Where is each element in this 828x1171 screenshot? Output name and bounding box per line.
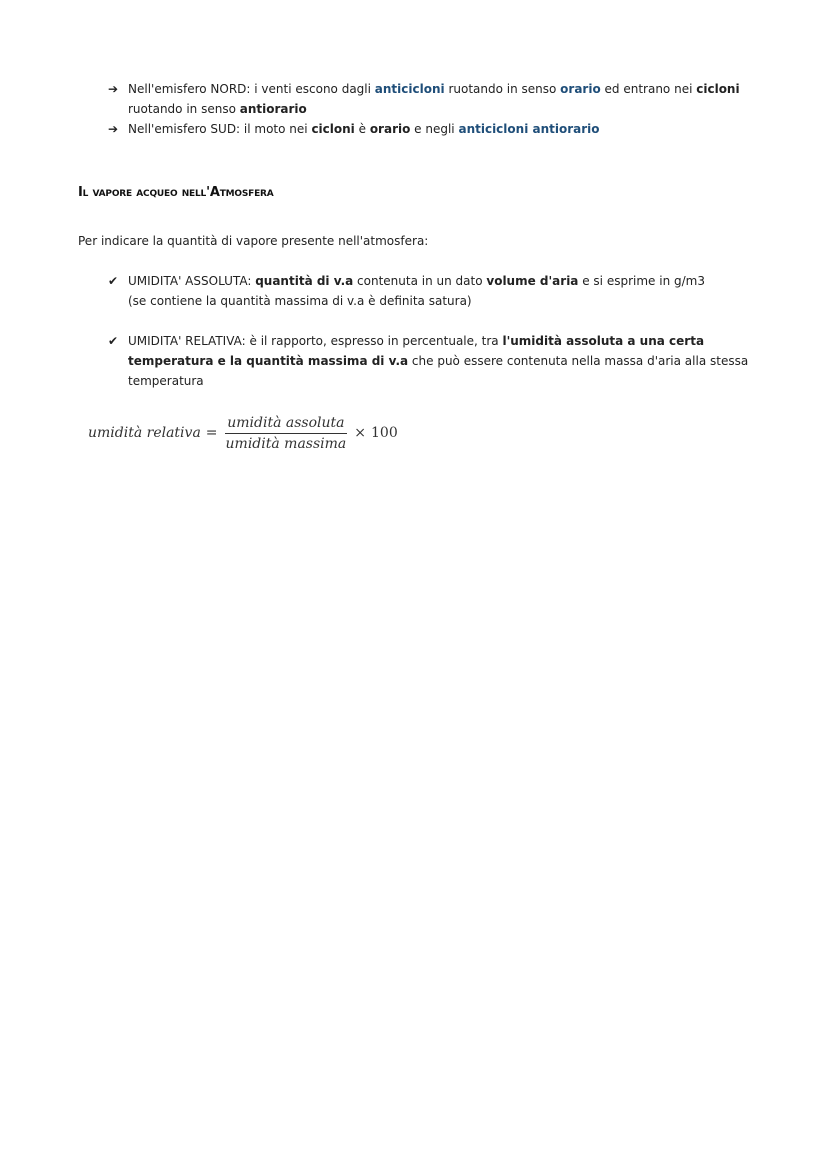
wind-rules-list [108,79,758,139]
formula-lhs: umidità relativa [88,425,201,441]
wind-rule-north [108,79,758,119]
formula-equals: = [205,425,218,441]
formula-factor: 100 [371,425,398,441]
arrow-icon: ➔ [108,82,119,96]
formula-fraction [224,414,349,453]
humidity-item-relative [108,331,768,391]
humidity-item-text: UMIDITA' RELATIVA: è il rapporto, espresso in percentuale, tra l'umidità assoluta a una certa temperatura e la quantità massima di v.a che può essere contenuta nella massa d'aria alla stessa temperatura [128,334,749,388]
humidity-item-absolute [108,271,768,311]
arrow-icon: ➔ [108,122,119,136]
check-icon: ✔ [108,274,119,288]
section-heading: Il vapore acqueo nell'Atmosfera [78,185,274,200]
formula-denominator: umidità massima [225,435,347,452]
formula-numerator: umidità assoluta [225,414,346,434]
wind-rule-text: Nell'emisfero SUD: il moto nei cicloni è orario e negli anticicloni antiorario [128,122,600,136]
wind-rule-text: Nell'emisfero NORD: i venti escono dagli anticicloni ruotando in senso orario ed entrano nei cicloni ruotando in senso antiorario [128,82,740,116]
intro-paragraph: Per indicare la quantità di vapore presente nell'atmosfera: [78,234,429,248]
check-icon: ✔ [108,334,119,348]
formula-times: × [354,425,366,441]
wind-rule-south [108,119,758,139]
humidity-item-text: UMIDITA' ASSOLUTA: quantità di v.a contenuta in un dato volume d'aria e si esprime in g/m3 (se contiene la quantità massima di v.a è definita satura) [128,274,705,308]
humidity-list [108,271,768,391]
relative-humidity-formula [88,411,398,455]
